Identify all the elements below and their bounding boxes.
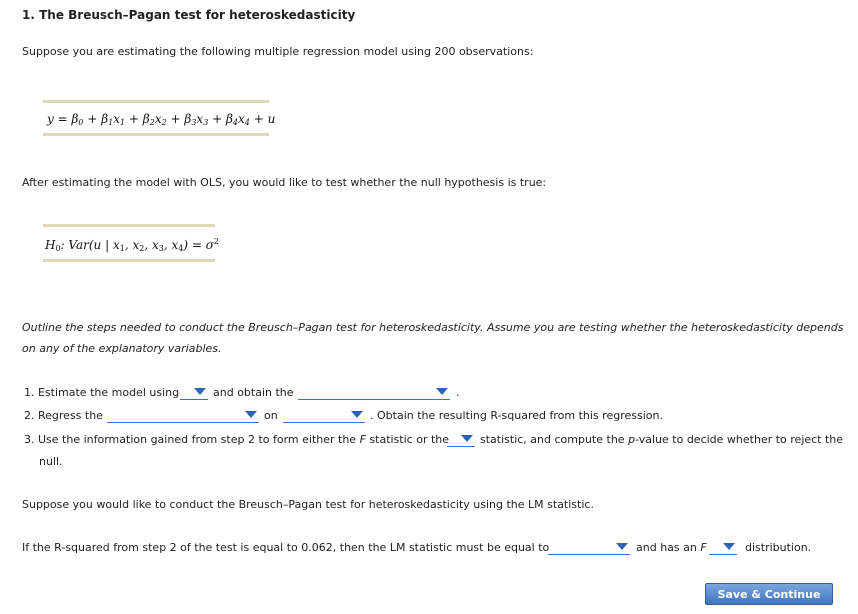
after-ols-text: After estimating the model with OLS, you would like to test whether the null hypothesis is true:	[22, 176, 547, 189]
step-2-text-a: 2. Regress the	[24, 409, 103, 422]
lm-text-c: distribution.	[745, 541, 812, 554]
step-2-text-c: . Obtain the resulting R-squared from this regression.	[370, 409, 663, 422]
chevron-down-icon	[351, 411, 363, 418]
step-1-period: .	[456, 386, 460, 399]
step-2-on-dropdown[interactable]	[283, 408, 365, 423]
null-hypothesis: $H_0$: Var(u | $x_1$, $x_2$, $x_3$, $x_4) = \sigma^2$	[45, 237, 219, 253]
intro-text: Suppose you are estimating the following multiple regression model using 200 observations:	[22, 45, 534, 58]
step-2-regress-dropdown[interactable]	[107, 408, 259, 423]
chevron-down-icon	[245, 411, 257, 418]
lm-intro-text: Suppose you would like to conduct the Breusch–Pagan test for heteroskedasticity using the LM statistic.	[22, 498, 594, 511]
step-3-text: 3. Use the information gained from step 2 to form either the F statistic or the	[24, 433, 450, 446]
chevron-down-icon	[616, 543, 628, 550]
chevron-down-icon	[723, 543, 735, 550]
save-continue-button[interactable]: Save & Continue	[705, 583, 833, 605]
step-3-text-line2: null.	[39, 455, 63, 468]
step-1-text-b: and obtain the	[213, 386, 294, 399]
lm-text-b: and has an F	[636, 541, 707, 554]
step-3-statistic-dropdown[interactable]	[447, 432, 475, 447]
outline-line-2: on any of the explanatory variables.	[22, 342, 222, 355]
step-1-method-dropdown[interactable]	[180, 385, 208, 400]
lm-distribution-dropdown[interactable]	[709, 540, 737, 555]
chevron-down-icon	[436, 388, 448, 395]
lm-value-dropdown[interactable]	[548, 540, 630, 555]
step-1-obtain-dropdown[interactable]	[298, 385, 450, 400]
step-2-text-on: on	[264, 409, 278, 422]
lm-question-text: If the R-squared from step 2 of the test is equal to 0.062, then the LM statistic must be equal to	[22, 541, 550, 554]
question-title: 1. The Breusch–Pagan test for heteroskedasticity	[22, 8, 356, 22]
model-equation: $y = \beta_0 + \beta_1x_1 + \beta_2x_2 + \beta_3x_3 + \beta_4x_4 + u$	[47, 112, 276, 127]
step-1-text-a: 1. Estimate the model using	[24, 386, 180, 399]
chevron-down-icon	[194, 388, 206, 395]
chevron-down-icon	[461, 435, 473, 442]
null-hypothesis-box	[43, 224, 219, 262]
step-3-text-c: statistic, and compute the p-value to decide whether to reject the	[480, 433, 844, 446]
model-equation-box	[43, 100, 276, 136]
outline-line-1: Outline the steps needed to conduct the Breusch–Pagan test for heteroskedasticity. Assume you are testing whether the heteroskedasticity depends	[22, 321, 844, 334]
